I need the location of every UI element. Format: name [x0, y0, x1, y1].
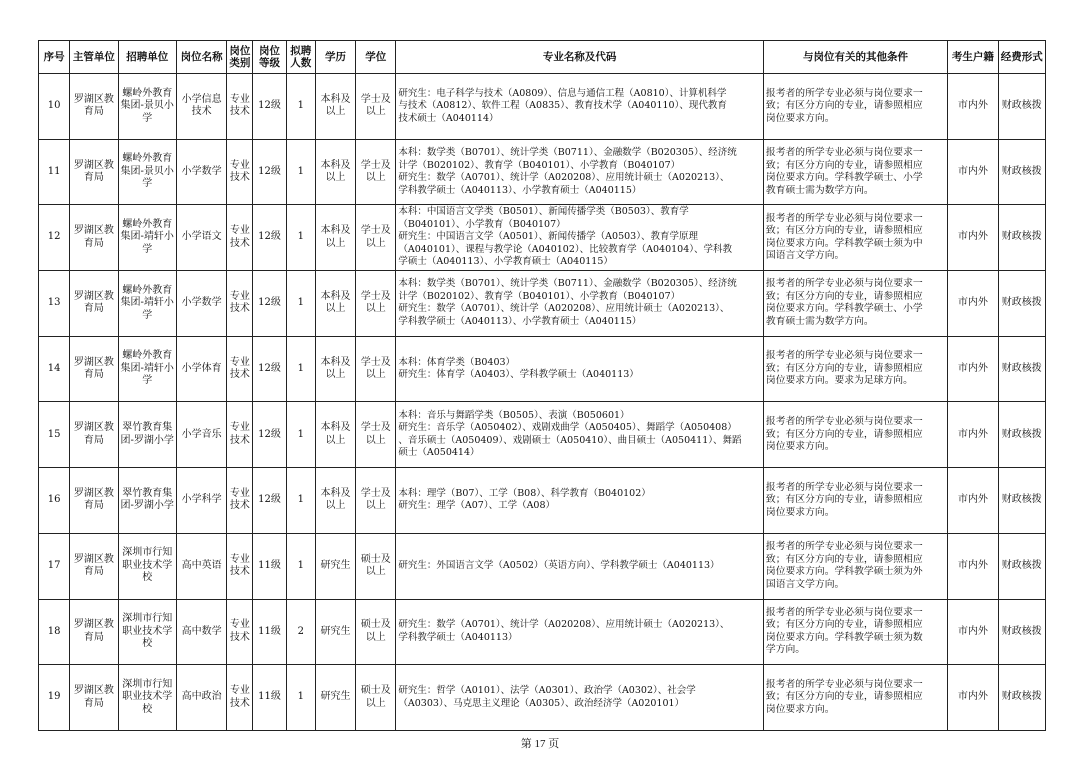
cell-education: 研究生	[315, 533, 355, 599]
major-line: 与技术（A0812）、软件工程（A0835）、教育技术学（A040110）、现代教育	[398, 100, 727, 112]
conditions-line: 报考者的所学专业必须与岗位要求一	[765, 606, 923, 618]
table-row	[39, 74, 1046, 140]
cell-post-level: 12级	[253, 74, 286, 140]
cell-seq: 13	[39, 271, 70, 337]
cell-dept: 罗湖区教育局	[70, 599, 118, 665]
cell-conditions	[763, 336, 947, 402]
conditions-line: 报考者的所学专业必须与岗位要求一	[765, 87, 923, 99]
header-household: 考生户籍	[948, 41, 998, 74]
cell-degree: 硕士及以上	[356, 665, 396, 731]
cell-household: 市内外	[948, 271, 998, 337]
major-line: 硕士（A050414）	[398, 447, 480, 459]
cell-household: 市内外	[948, 205, 998, 271]
major-line: 本科：数学类（B0701）、统计学类（B0711）、金融数学（B020305）、经济统	[398, 278, 737, 290]
major-line: 研究生：数学（A0701）、统计学（A020208）、应用统计硕士（A020213）、	[398, 303, 730, 315]
conditions-line: 致；有区分方向的专业，请参照相应	[765, 290, 923, 302]
conditions-line: 致；有区分方向的专业，请参照相应	[765, 553, 923, 565]
conditions-line: 国语言文学方向。	[765, 578, 845, 590]
major-line: （A040101）、课程与教学论（A040102）、比较教育学（A040104）、学科教	[398, 243, 733, 255]
cell-post-type: 专业技术	[227, 599, 253, 665]
cell-post-type: 专业技术	[227, 402, 253, 468]
cell-conditions	[763, 533, 947, 599]
major-line: 研究生：理学（A07）、工学（A08）	[398, 500, 556, 512]
cell-seq: 10	[39, 74, 70, 140]
cell-education: 本科及以上	[315, 271, 355, 337]
cell-count: 1	[286, 139, 315, 205]
cell-post-type: 专业技术	[227, 139, 253, 205]
cell-education: 本科及以上	[315, 74, 355, 140]
cell-unit: 深圳市行知职业技术学校	[118, 599, 176, 665]
cell-education: 研究生	[315, 599, 355, 665]
cell-seq: 19	[39, 665, 70, 731]
conditions-line: 报考者的所学专业必须与岗位要求一	[765, 350, 923, 362]
conditions-line: 致；有区分方向的专业，请参照相应	[765, 159, 923, 171]
cell-funding: 财政核拨	[998, 533, 1045, 599]
cell-post-name: 小学体育	[176, 336, 226, 402]
cell-funding: 财政核拨	[998, 336, 1045, 402]
major-line: 研究生：音乐学（A050402）、戏剧戏曲学（A050405）、舞蹈学（A050408）	[398, 422, 737, 434]
table-row	[39, 336, 1046, 402]
cell-unit: 翠竹教育集团-罗湖小学	[118, 468, 176, 534]
table-row	[39, 205, 1046, 271]
cell-conditions	[763, 468, 947, 534]
cell-seq: 11	[39, 139, 70, 205]
cell-unit: 深圳市行知职业技术学校	[118, 533, 176, 599]
conditions-line: 教育硕士需为数学方向。	[765, 315, 874, 327]
header-funding: 经费形式	[998, 41, 1045, 74]
cell-dept: 罗湖区教育局	[70, 74, 118, 140]
cell-conditions	[763, 599, 947, 665]
cell-seq: 15	[39, 402, 70, 468]
page-number: 第 17 页	[520, 738, 560, 750]
major-line: 研究生：外国语言文学（A0502）（英语方向）、学科教学硕士（A040113）	[398, 559, 720, 571]
cell-post-level: 11级	[253, 599, 286, 665]
cell-major	[396, 74, 764, 140]
cell-dept: 罗湖区教育局	[70, 402, 118, 468]
cell-post-level: 12级	[253, 336, 286, 402]
conditions-line: 国语言文学方向。	[765, 250, 845, 262]
table-row	[39, 402, 1046, 468]
conditions-line: 岗位要求方向。学科教学硕士须为外	[765, 566, 923, 578]
header-count: 拟聘人数	[286, 41, 315, 74]
cell-education: 本科及以上	[315, 402, 355, 468]
major-line: 本科：数学类（B0701）、统计学类（B0711）、金融数学（B020305）、经济统	[398, 147, 737, 159]
conditions-line: 致；有区分方向的专业，请参照相应	[765, 619, 923, 631]
cell-post-name: 小学数学	[176, 139, 226, 205]
conditions-line: 学方向。	[765, 644, 806, 656]
cell-post-level: 12级	[253, 468, 286, 534]
cell-post-name: 小学科学	[176, 468, 226, 534]
major-line: 研究生：中国语言文学（A0501）、新闻传播学（A0503）、教育学原理	[398, 231, 698, 243]
cell-unit: 螺岭外教育集团-景贝小学	[118, 74, 176, 140]
major-line: 计学（B020102）、教育学（B040101）、小学教育（B040107）	[398, 159, 681, 171]
cell-count: 1	[286, 402, 315, 468]
cell-funding: 财政核拨	[998, 74, 1045, 140]
cell-degree: 硕士及以上	[356, 533, 396, 599]
header-post-type: 岗位类别	[227, 41, 253, 74]
cell-unit: 翠竹教育集团-罗湖小学	[118, 402, 176, 468]
cell-major	[396, 139, 764, 205]
cell-count: 1	[286, 468, 315, 534]
cell-degree: 学士及以上	[356, 74, 396, 140]
cell-funding: 财政核拨	[998, 139, 1045, 205]
conditions-line: 致；有区分方向的专业，请参照相应	[765, 362, 923, 374]
conditions-line: 岗位要求方向。	[765, 441, 835, 453]
cell-count: 1	[286, 74, 315, 140]
conditions-line: 岗位要求方向。学科教学硕士须为中	[765, 237, 923, 249]
cell-post-name: 小学音乐	[176, 402, 226, 468]
cell-education: 本科及以上	[315, 139, 355, 205]
major-line: 本科：音乐与舞蹈学类（B0505）、表演（B050601）	[398, 409, 630, 421]
cell-conditions	[763, 139, 947, 205]
major-line: 研究生：电子科学与技术（A0809）、信息与通信工程（A0810）、计算机科学	[398, 87, 727, 99]
cell-post-level: 11级	[253, 665, 286, 731]
recruitment-table	[38, 40, 1046, 731]
cell-count: 1	[286, 665, 315, 731]
cell-dept: 罗湖区教育局	[70, 205, 118, 271]
cell-degree: 学士及以上	[356, 271, 396, 337]
cell-education: 本科及以上	[315, 468, 355, 534]
table-row	[39, 665, 1046, 731]
cell-post-name: 小学数学	[176, 271, 226, 337]
conditions-line: 岗位要求方向。学科教学硕士须为数	[765, 631, 923, 643]
major-line: 学科教学硕士（A040113）、小学教育硕士（A040115）	[398, 315, 642, 327]
cell-seq: 12	[39, 205, 70, 271]
cell-degree: 学士及以上	[356, 139, 396, 205]
header-row	[39, 41, 1046, 74]
cell-household: 市内外	[948, 74, 998, 140]
cell-household: 市内外	[948, 402, 998, 468]
cell-post-type: 专业技术	[227, 336, 253, 402]
cell-post-name: 小学语文	[176, 205, 226, 271]
conditions-line: 报考者的所学专业必须与岗位要求一	[765, 147, 923, 159]
conditions-line: 致；有区分方向的专业，请参照相应	[765, 691, 923, 703]
cell-dept: 罗湖区教育局	[70, 468, 118, 534]
conditions-line: 岗位要求方向。要求为足球方向。	[765, 375, 913, 387]
cell-degree: 学士及以上	[356, 468, 396, 534]
major-line: 学科教学硕士（A040113）	[398, 631, 518, 643]
cell-seq: 18	[39, 599, 70, 665]
cell-major	[396, 402, 764, 468]
header-education: 学历	[315, 41, 355, 74]
cell-post-name: 小学信息技术	[176, 74, 226, 140]
cell-post-level: 11级	[253, 533, 286, 599]
cell-conditions	[763, 665, 947, 731]
major-line: 研究生：数学（A0701）、统计学（A020208）、应用统计硕士（A020213）、	[398, 619, 730, 631]
cell-funding: 财政核拨	[998, 402, 1045, 468]
conditions-line: 教育硕士需为数学方向。	[765, 184, 874, 196]
header-unit: 招聘单位	[118, 41, 176, 74]
cell-funding: 财政核拨	[998, 271, 1045, 337]
cell-count: 1	[286, 336, 315, 402]
cell-education: 本科及以上	[315, 205, 355, 271]
cell-post-type: 专业技术	[227, 468, 253, 534]
conditions-line: 岗位要求方向。学科教学硕士、小学	[765, 303, 923, 315]
cell-dept: 罗湖区教育局	[70, 665, 118, 731]
recruitment-table-container	[38, 40, 1046, 731]
cell-count: 1	[286, 533, 315, 599]
cell-unit: 螺岭外教育集团-靖轩小学	[118, 271, 176, 337]
conditions-line: 报考者的所学专业必须与岗位要求一	[765, 416, 923, 428]
cell-dept: 罗湖区教育局	[70, 139, 118, 205]
cell-count: 2	[286, 599, 315, 665]
cell-count: 1	[286, 271, 315, 337]
cell-unit: 螺岭外教育集团-靖轩小学	[118, 205, 176, 271]
cell-post-type: 专业技术	[227, 74, 253, 140]
header-major: 专业名称及代码	[396, 41, 764, 74]
cell-conditions	[763, 271, 947, 337]
cell-funding: 财政核拨	[998, 205, 1045, 271]
major-line: 、音乐硕士（A050409）、戏剧硕士（A050410）、曲目硕士（A050411）、舞蹈	[398, 434, 742, 446]
conditions-line: 岗位要求方向。	[765, 703, 835, 715]
cell-education: 本科及以上	[315, 336, 355, 402]
cell-unit: 深圳市行知职业技术学校	[118, 665, 176, 731]
header-post-level: 岗位等级	[253, 41, 286, 74]
cell-post-type: 专业技术	[227, 205, 253, 271]
cell-post-name: 高中数学	[176, 599, 226, 665]
cell-conditions	[763, 402, 947, 468]
conditions-line: 岗位要求方向。学科教学硕士、小学	[765, 172, 923, 184]
cell-unit: 螺岭外教育集团-景贝小学	[118, 139, 176, 205]
conditions-line: 致；有区分方向的专业，请参照相应	[765, 428, 923, 440]
major-line: （B040101）、小学教育（B040107）	[398, 218, 566, 230]
conditions-line: 报考者的所学专业必须与岗位要求一	[765, 212, 923, 224]
conditions-line: 岗位要求方向。	[765, 506, 835, 518]
table-row	[39, 139, 1046, 205]
header-seq: 序号	[39, 41, 70, 74]
cell-seq: 16	[39, 468, 70, 534]
cell-funding: 财政核拨	[998, 599, 1045, 665]
cell-post-level: 12级	[253, 402, 286, 468]
cell-degree: 学士及以上	[356, 336, 396, 402]
cell-household: 市内外	[948, 599, 998, 665]
major-line: 本科：理学（B07）、工学（B08）、科学教育（B040102）	[398, 487, 651, 499]
table-row	[39, 468, 1046, 534]
cell-major	[396, 533, 764, 599]
cell-post-name: 高中英语	[176, 533, 226, 599]
cell-funding: 财政核拨	[998, 665, 1045, 731]
cell-major	[396, 336, 764, 402]
conditions-line: 致；有区分方向的专业，请参照相应	[765, 100, 923, 112]
major-line: 研究生：数学（A0701）、统计学（A020208）、应用统计硕士（A020213）、	[398, 172, 730, 184]
table-row	[39, 599, 1046, 665]
major-line: 计学（B020102）、教育学（B040101）、小学教育（B040107）	[398, 290, 681, 302]
conditions-line: 报考者的所学专业必须与岗位要求一	[765, 541, 923, 553]
cell-dept: 罗湖区教育局	[70, 336, 118, 402]
cell-education: 研究生	[315, 665, 355, 731]
header-post-name: 岗位名称	[176, 41, 226, 74]
cell-dept: 罗湖区教育局	[70, 271, 118, 337]
cell-household: 市内外	[948, 139, 998, 205]
conditions-line: 报考者的所学专业必须与岗位要求一	[765, 481, 923, 493]
cell-count: 1	[286, 205, 315, 271]
cell-post-type: 专业技术	[227, 665, 253, 731]
cell-major	[396, 271, 764, 337]
cell-unit: 螺岭外教育集团-靖轩小学	[118, 336, 176, 402]
table-row	[39, 533, 1046, 599]
cell-major	[396, 205, 764, 271]
cell-post-name: 高中政治	[176, 665, 226, 731]
cell-household: 市内外	[948, 468, 998, 534]
cell-major	[396, 468, 764, 534]
cell-seq: 17	[39, 533, 70, 599]
cell-seq: 14	[39, 336, 70, 402]
header-degree: 学位	[356, 41, 396, 74]
header-dept: 主管单位	[70, 41, 118, 74]
major-line: （A0303）、马克思主义理论（A0305）、政治经济学（A020101）	[398, 697, 685, 709]
major-line: 本科：体育学类（B0403）	[398, 356, 516, 368]
cell-household: 市内外	[948, 336, 998, 402]
cell-household: 市内外	[948, 665, 998, 731]
header-conditions: 与岗位有关的其他条件	[763, 41, 947, 74]
conditions-line: 致；有区分方向的专业，请参照相应	[765, 225, 923, 237]
table-row	[39, 271, 1046, 337]
cell-post-level: 12级	[253, 205, 286, 271]
cell-household: 市内外	[948, 533, 998, 599]
cell-degree: 硕士及以上	[356, 599, 396, 665]
major-line: 本科：中国语言文学类（B0501）、新闻传播学类（B0503）、教育学	[398, 206, 689, 218]
cell-degree: 学士及以上	[356, 205, 396, 271]
cell-post-level: 12级	[253, 271, 286, 337]
major-line: 学科教学硕士（A040113）、小学教育硕士（A040115）	[398, 184, 642, 196]
cell-funding: 财政核拨	[998, 468, 1045, 534]
conditions-line: 报考者的所学专业必须与岗位要求一	[765, 278, 923, 290]
cell-post-type: 专业技术	[227, 271, 253, 337]
cell-degree: 学士及以上	[356, 402, 396, 468]
conditions-line: 致；有区分方向的专业，请参照相应	[765, 494, 923, 506]
cell-dept: 罗湖区教育局	[70, 533, 118, 599]
cell-conditions	[763, 74, 947, 140]
cell-conditions	[763, 205, 947, 271]
cell-major	[396, 665, 764, 731]
major-line: 学硕士（A040113）、小学教育硕士（A040115）	[398, 256, 613, 268]
conditions-line: 岗位要求方向。	[765, 112, 835, 124]
cell-post-level: 12级	[253, 139, 286, 205]
major-line: 技术硕士（A040114）	[398, 112, 499, 124]
cell-post-type: 专业技术	[227, 533, 253, 599]
major-line: 研究生：哲学（A0101）、法学（A0301）、政治学（A0302）、社会学	[398, 685, 696, 697]
major-line: 研究生：体育学（A0403）、学科教学硕士（A040113）	[398, 369, 639, 381]
conditions-line: 报考者的所学专业必须与岗位要求一	[765, 678, 923, 690]
cell-major	[396, 599, 764, 665]
